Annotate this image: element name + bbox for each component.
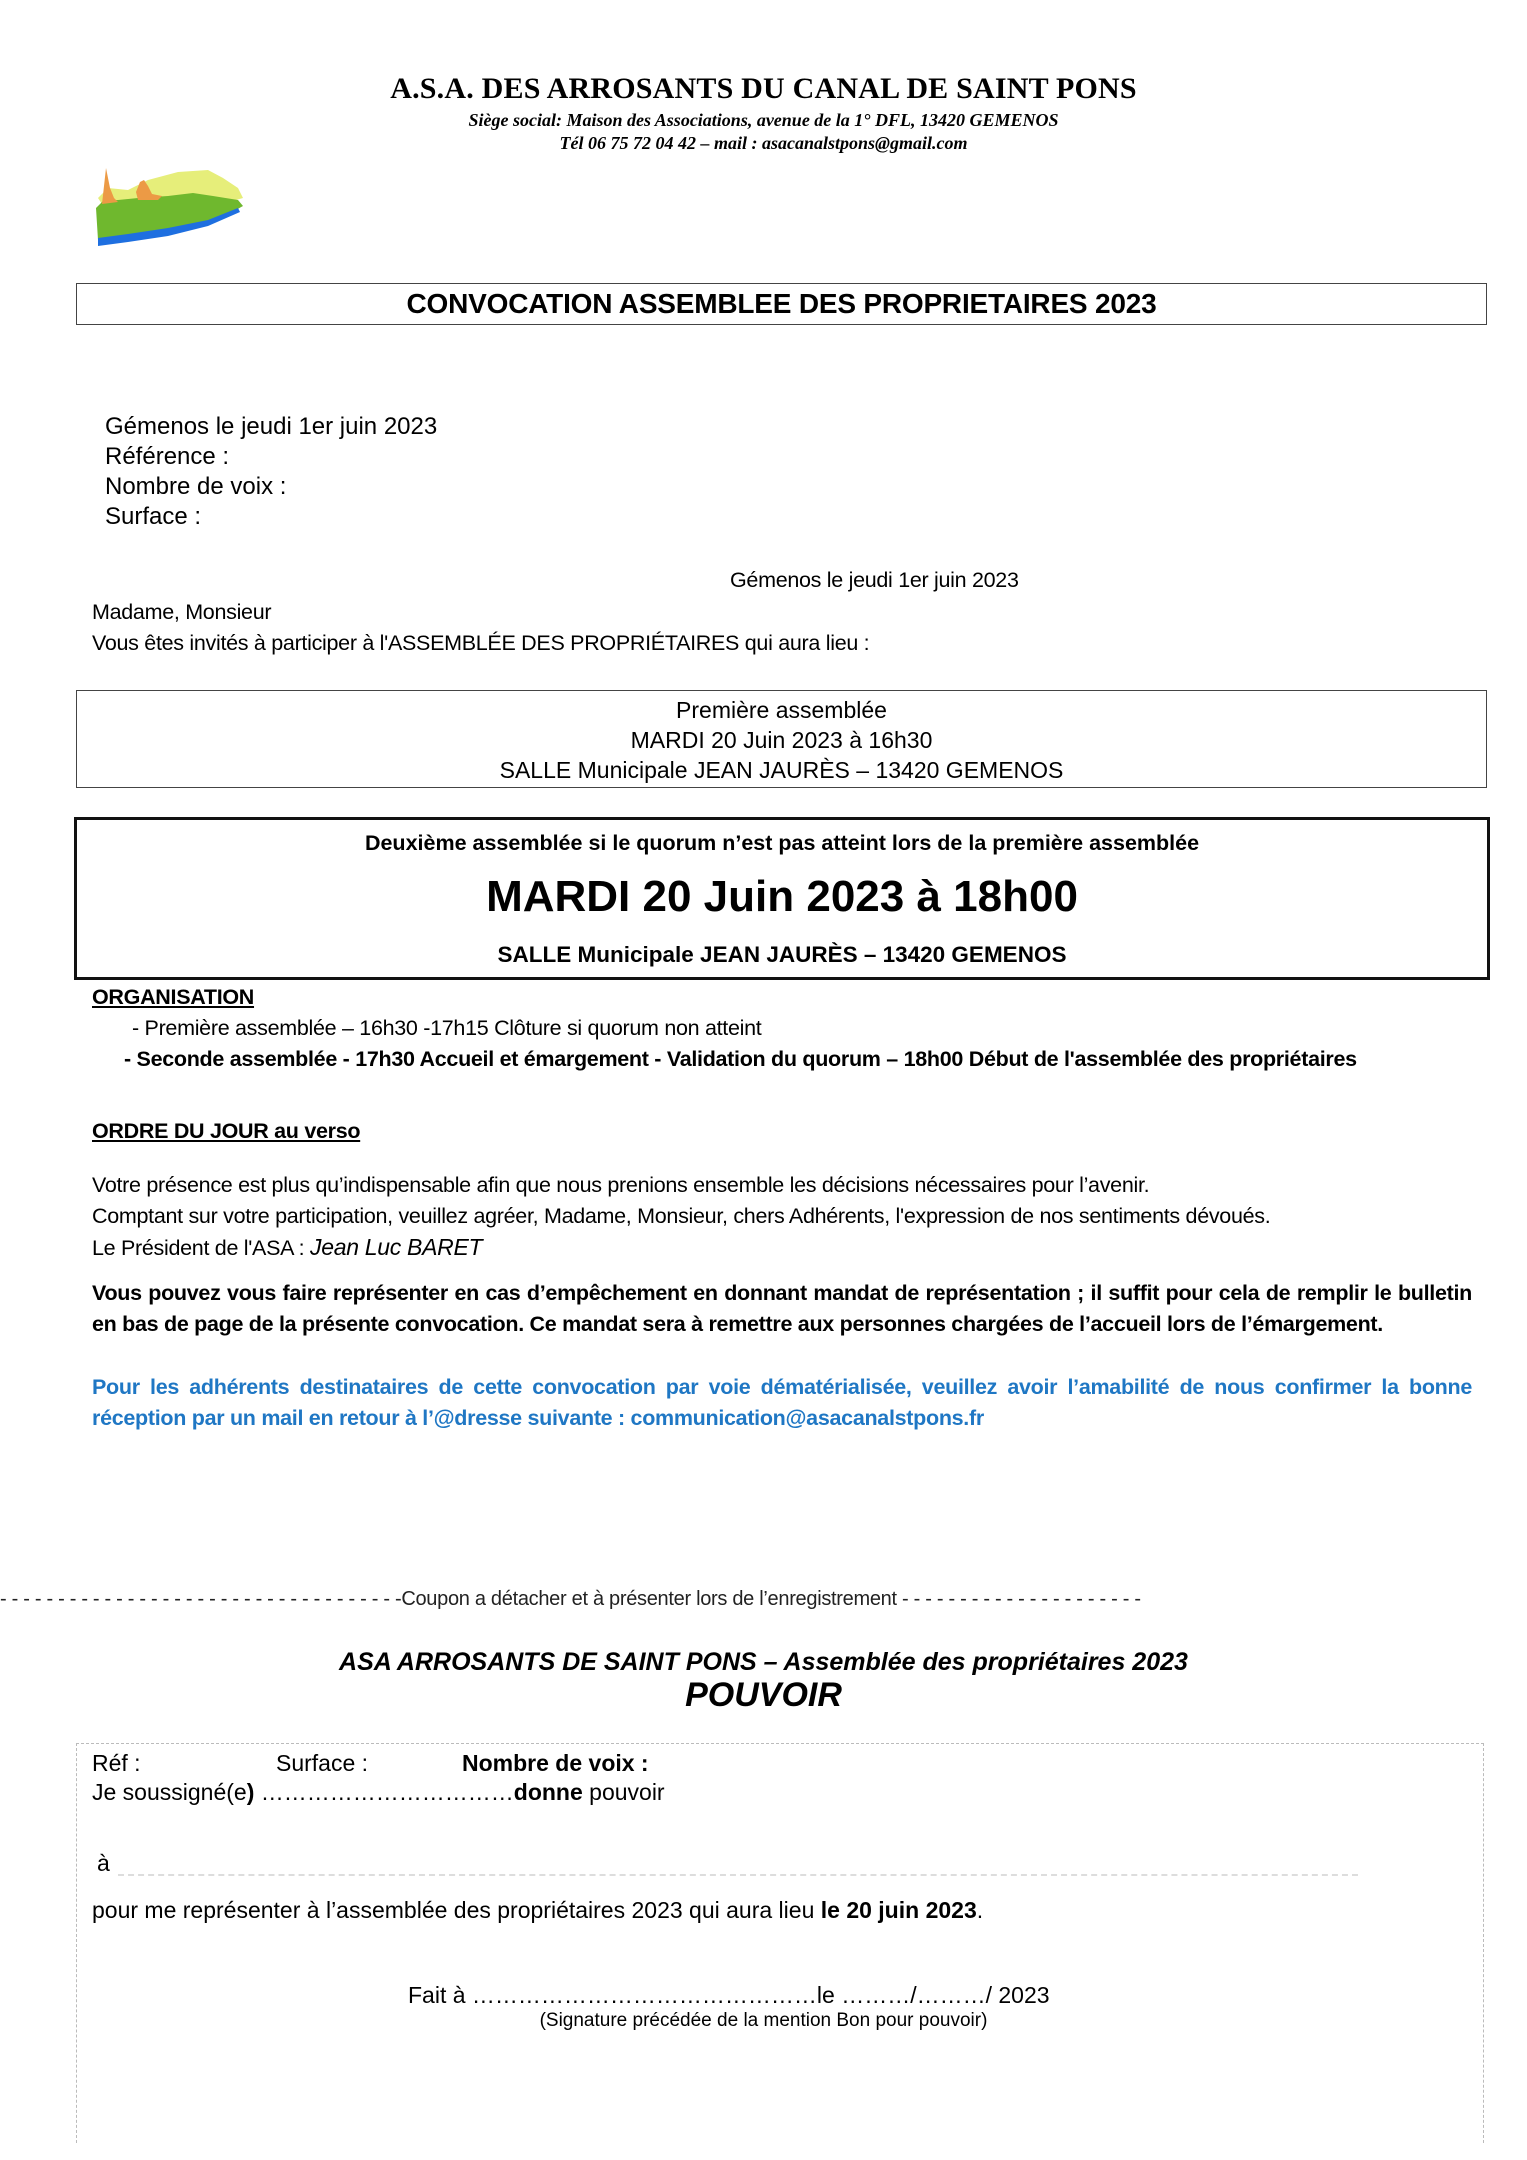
second-assembly-location: SALLE Municipale JEAN JAURÈS – 13420 GEMENOS	[497, 942, 1067, 967]
represent-text: pour me représenter à l’assemblée des propriétaires 2023 qui aura lieu	[92, 1897, 821, 1923]
president-name: Jean Luc BARET	[310, 1234, 483, 1260]
letter-date: Gémenos le jeudi 1er juin 2023	[730, 568, 1019, 592]
closing-line-1: Votre présence est plus qu’indispensable afin que nous prenions ensemble les décisions nécessaires pour l’avenir.	[92, 1173, 1150, 1197]
second-assembly-title: Deuxième assemblée si le quorum n’est pas atteint lors de la première assemblée	[364, 831, 1200, 855]
first-assembly-location: SALLE Municipale JEAN JAURÈS – 13420 GEMENOS	[499, 757, 1064, 783]
organization-name: A.S.A. DES ARROSANTS DU CANAL DE SAINT PONS	[390, 72, 1137, 105]
coupon-represent-line	[92, 1895, 983, 1925]
organisation-heading: ORGANISATION	[92, 985, 255, 1009]
letter-salutation-block	[92, 597, 869, 659]
proxy-name-line[interactable]	[118, 1874, 1358, 1876]
closing-paragraph	[92, 1170, 1270, 1264]
signature-note: (Signature précédée de la mention Bon pour pouvoir)	[539, 2010, 988, 2031]
organization-address: Siège social: Maison des Associations, avenue de la 1° DFL, 13420 GEMENOS	[468, 110, 1059, 130]
info-voix: Nombre de voix :	[105, 473, 287, 500]
coupon-cut-line: - - - - - - - - - - - - - - - - - - - - - - - - - - - - - - - - - - -Coupon a détacher et à présenter lors de l’enregistrement - - - - - - - - - - - - - - - - - - - - -	[0, 1588, 1141, 1610]
president-line	[92, 1232, 1270, 1264]
organisation-section	[92, 982, 1357, 1075]
coupon-soussigne-line[interactable]	[92, 1777, 665, 1807]
title-box	[76, 283, 1487, 325]
president-label: Le Président de l'ASA :	[92, 1236, 311, 1260]
mandate-notice: Vous pouvez vous faire représenter en cas d’empêchement en donnant mandat de représentation ; il suffit pour cela de remplir le bulletin en bas de page de la présente convocation. Ce mandat sera à remettre aux personnes chargées de l’accueil lors de l’émargement.	[92, 1281, 1472, 1336]
landscape-logo-icon	[88, 158, 248, 248]
organization-contact: Tél 06 75 72 04 42 – mail : asacanalstpons@gmail.com	[559, 133, 968, 153]
second-assembly-datetime: MARDI 20 Juin 2023 à 18h00	[486, 872, 1078, 921]
info-surface: Surface :	[105, 503, 202, 530]
coupon-voix-field[interactable]: Nombre de voix :	[462, 1750, 649, 1776]
coupon-fait-a-line[interactable]: Fait à ………………………………………le ………/………/ 2023	[408, 1982, 1050, 2008]
first-assembly-datetime: MARDI 20 Juin 2023 à 16h30	[630, 727, 933, 753]
coupon-surface-field[interactable]: Surface :	[276, 1750, 369, 1776]
first-assembly-box	[76, 690, 1487, 788]
represent-end: .	[976, 1897, 984, 1923]
closing-line-2: Comptant sur votre participation, veuillez agréer, Madame, Monsieur, chers Adhérents, l'expression de nos sentiments dévoués.	[92, 1204, 1271, 1228]
soussigne-paren: )	[246, 1779, 255, 1805]
donne-word: donne	[513, 1779, 583, 1805]
second-assembly-box	[74, 817, 1490, 980]
first-assembly-title: Première assemblée	[676, 697, 887, 723]
salutation: Madame, Monsieur	[92, 600, 272, 624]
document-title: CONVOCATION ASSEMBLEE DES PROPRIETAIRES 2023	[406, 288, 1157, 319]
coupon-title: ASA ARROSANTS DE SAINT PONS – Assemblée des propriétaires 2023	[339, 1648, 1188, 1676]
organisation-item: - Première assemblée – 16h30 -17h15 Clôture si quorum non atteint	[132, 1016, 762, 1040]
soussigne-dots: ……………………………	[254, 1779, 514, 1805]
info-reference: Référence :	[105, 443, 230, 470]
ordre-du-jour-heading: ORDRE DU JOUR au verso	[92, 1119, 361, 1143]
recipient-info	[105, 412, 437, 532]
info-date: Gémenos le jeudi 1er juin 2023	[105, 413, 438, 440]
organisation-item: - Seconde assemblée - 17h30 Accueil et émargement - Validation du quorum – 18h00 Début de l'assemblée des propriétaires	[124, 1047, 1357, 1071]
coupon-ref-field[interactable]: Réf :	[92, 1750, 141, 1776]
pouvoir-word: pouvoir	[582, 1779, 665, 1805]
soussigne-label: Je soussigné(e	[92, 1779, 247, 1805]
invitation: Vous êtes invités à participer à l'ASSEMBLÉE DES PROPRIÉTAIRES qui aura lieu :	[92, 631, 870, 655]
digital-notice: Pour les adhérents destinataires de cette convocation par voie dématérialisée, veuillez avoir l’amabilité de nous confirmer la bonne réception par un mail en retour à l’@dresse suivante : communication@asacanalstpons.fr	[92, 1375, 1472, 1430]
represent-date: le 20 juin 2023	[820, 1897, 977, 1923]
coupon-a-label: à	[97, 1850, 110, 1876]
coupon-subtitle: POUVOIR	[685, 1676, 842, 1714]
